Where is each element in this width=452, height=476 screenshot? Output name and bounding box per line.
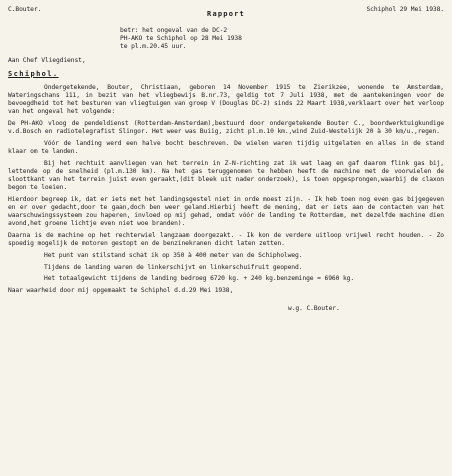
subject-block [120,27,444,51]
date-line: Schiphol 29 Mei 1938. [366,6,444,13]
paragraph-declarant: Ondergetekende, Bouter, Christiaan, geboren 14 November 1915 te Zierikzee, wonende te Amsterdam, Wateringschans 111, in bezit van het vliegbewijs B.nr.73, geldig tot 7 Juli 1938, met de aantekeningen voor de bevoegdheid tot het besturen van vliegtuigen van groep V (Douglas DC-2) sinds 22 Maart 1938,verklaart over het verloop van het ongeval het volgende: [8,83,444,115]
paragraph-approach: Vóór de landing werd een halve bocht beschreven. De wielen waren tijdig uitgelaten en alles in de stand klaar om te landen. [8,139,444,155]
paragraph-collapse: Daarna is de machine op het rechterwiel langzaam doorgezakt. - Ik kon de verdere uitloop vrijwel recht houden. - Zo spoedig mogelijk de motoren gestopt en de benzinekranen dicht laten zetten. [8,231,444,247]
signature-line: w.g. C.Bouter. [288,305,340,313]
subject-line-2: PH-AKO te Schiphol op 28 Mei 1938 [120,34,242,42]
document-title: Rapport [207,10,245,18]
report-body [8,84,444,284]
paragraph-windows: Tijdens de landing waren de linkerschijvt en linkerschuifruit geopend. [44,263,303,271]
paragraph-weight: Het totaalgewicht tijdens de landing bedroeg 6720 kg. + 240 kg.benzeminge = 6960 kg. [44,275,355,283]
paragraph-flight-crew: De PH-AKO vloog de pendeldienst (Rotterdam-Amsterdam),bestuurd door ondergetekende Bouter C., boordwerktuigkundige v.d.Bosch en radiotelegrafist Slingor. Het weer was Buiig, zicht pl.m.10 km.,wind Zuid-Westelijk 20 à 30 km/u.,regen. [8,119,444,135]
place-heading: Schiphol. [8,69,59,78]
paragraph-touchdown: Bij het rechtuit aanvliegen van het terrein in Z-N-richting zat ik wat laag en gaf daarom flink gas bij, lettende op de snelheid (pl.m.130 km). Na het gas teruggenomen te hebben heeft de machine met de voorwielen de sloottkant van het terrein juist even geraakt,(dit bleek uit nader onderzoek), is toen opgesprongen,waarbij de claxon begon te loeien. [8,159,444,191]
author-line: C.Bouter. [8,6,42,13]
addressee: Aan Chef Vliegdienst, [8,56,86,64]
subject-line-3: te pl.m.20.45 uur. [120,42,187,50]
closing-statement: Naar waarheid door mij opgemaakt te Schiphol d.d.29 Mei 1938, [8,287,234,295]
paragraph-decision: Hierdoor begreep ik, dat er iets met het landingsgestel niet in orde moest zijn. - Ik heb toen nog even gas bijgegeven en er over gedacht,door te gaan,doch ben weer geland.Hierbij heeft de mening, dat er iets aan de contacten van het waarschuwingssysteem zou haperen, invloed op mij gehad, omdat vóór de landing te Rotterdam, met dezelfde machine dien avond,het groene lichtje even niet woe branden). [8,195,444,227]
paragraph-stop-point: Het punt van stilstand schat ik op 350 à 400 meter van de Schipholweg. [44,251,303,259]
subject-line-1: betr: het ongeval van de DC-2 [120,26,228,34]
